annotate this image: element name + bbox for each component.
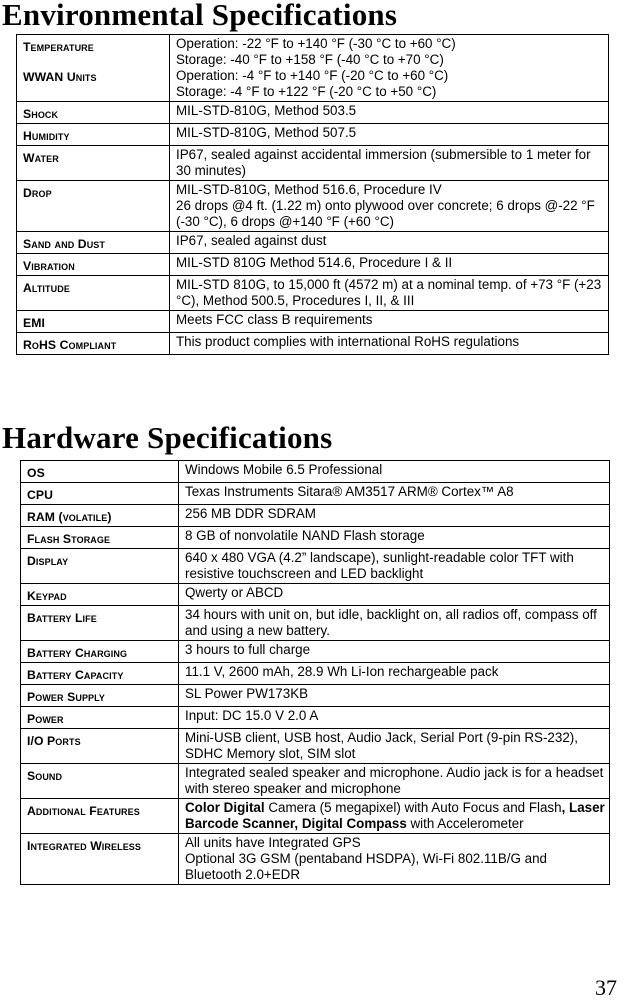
spec-value <box>179 505 610 527</box>
spec-value <box>170 181 609 232</box>
spec-row-battery-life <box>21 606 610 641</box>
spec-label <box>21 707 179 729</box>
spec-value-segment: with Accelerometer <box>406 816 524 831</box>
spec-row-i-o-ports <box>21 729 610 764</box>
spec-label-text: RoHS Compliant <box>23 338 117 352</box>
spec-row-power-supply <box>21 685 610 707</box>
spec-label <box>21 799 179 834</box>
spec-value <box>170 276 609 311</box>
environmental-specifications-table <box>16 34 609 355</box>
spec-label <box>17 276 170 311</box>
spec-label <box>21 549 179 584</box>
spec-label <box>21 663 179 685</box>
spec-row-shock <box>17 102 609 124</box>
spec-row-integrated-wireless <box>21 834 610 885</box>
spec-row-water <box>17 146 609 181</box>
spec-value-line: Storage: -40 °F to +158 °F (-40 °C to +70 °C) <box>176 52 444 67</box>
spec-label <box>21 641 179 663</box>
spec-label <box>21 685 179 707</box>
spec-label-text: I/O Ports <box>27 734 81 748</box>
spec-value-line: 26 drops @4 ft. (1.22 m) onto plywood over concrete; 6 drops @-22 °F (-30 °C), 6 drops @+140 °F (+60 °C) <box>176 198 595 229</box>
spec-value <box>170 232 609 254</box>
spec-label-text: Altitude <box>23 281 70 295</box>
spec-label <box>21 584 179 606</box>
spec-value-line: MIL-STD 810G, to 15,000 ft (4572 m) at a nominal temp. of +73 °F (+23 °C), Method 500.5, Procedures I, II, & III <box>176 277 602 308</box>
spec-value-line: MIL-STD-810G, Method 516.6, Procedure IV <box>176 182 442 197</box>
spec-label-text: OS <box>27 466 45 480</box>
spec-value <box>179 461 610 483</box>
spec-label-text: Temperature <box>23 40 94 54</box>
spec-row-display <box>21 549 610 584</box>
spec-value-line: Texas Instruments Sitara® AM3517 ARM® Cortex™ A8 <box>185 484 514 499</box>
spec-label-text: Flash Storage <box>27 532 111 546</box>
spec-label <box>17 146 170 181</box>
spec-label-text: Battery Life <box>27 611 97 625</box>
spec-label-text: Sand and Dust <box>23 237 105 251</box>
spec-row-temperature <box>17 35 609 102</box>
spec-value <box>179 685 610 707</box>
spec-value-line: Integrated sealed speaker and microphone. Audio jack is for a headset with stereo speaker and microphone <box>185 765 604 796</box>
spec-label-text: Battery Capacity <box>27 668 124 682</box>
spec-label-text: RAM (volatile) <box>27 510 112 524</box>
spec-value-segment: Camera (5 megapixel) with Auto Focus and Flash <box>264 800 562 815</box>
spec-label <box>17 124 170 146</box>
spec-label <box>17 254 170 276</box>
spec-label <box>17 181 170 232</box>
spec-label <box>21 527 179 549</box>
spec-value-line: 11.1 V, 2600 mAh, 28.9 Wh Li-Ion rechargeable pack <box>185 664 499 679</box>
spec-label-text: Battery Charging <box>27 646 128 660</box>
spec-label-text: Sound <box>27 769 63 783</box>
spec-label <box>17 232 170 254</box>
spec-value <box>179 527 610 549</box>
spec-value <box>170 124 609 146</box>
spec-label <box>17 311 170 333</box>
spec-row-vibration <box>17 254 609 276</box>
spec-value-line: Meets FCC class B requirements <box>176 312 373 327</box>
spec-value <box>179 606 610 641</box>
environmental-specifications-heading: Environmental Specifications <box>2 0 398 32</box>
spec-value <box>179 483 610 505</box>
spec-label <box>17 102 170 124</box>
page-number: 37 <box>595 975 617 1000</box>
spec-label-text: CPU <box>27 488 54 502</box>
spec-label-text: Vibration <box>23 259 75 273</box>
hardware-specifications-table <box>20 460 610 885</box>
spec-value-line: SL Power PW173KB <box>185 686 309 701</box>
spec-row-os <box>21 461 610 483</box>
spec-row-ram-volatile <box>21 505 610 527</box>
spec-value <box>170 102 609 124</box>
spec-label-text: Display <box>27 554 69 568</box>
spec-value-line: Operation: -22 °F to +140 °F (-30 °C to +60 °C) <box>176 36 456 51</box>
spec-row-flash-storage <box>21 527 610 549</box>
spec-label <box>21 606 179 641</box>
spec-value-line: IP67, sealed against dust <box>176 233 327 248</box>
hardware-specifications-heading: Hardware Specifications <box>2 420 333 455</box>
spec-value <box>170 333 609 355</box>
spec-label-text: Power <box>27 712 64 726</box>
spec-label <box>21 461 179 483</box>
spec-row-sand-and-dust <box>17 232 609 254</box>
spec-value-line: 8 GB of nonvolatile NAND Flash storage <box>185 528 425 543</box>
spec-row-emi <box>17 311 609 333</box>
spec-label-text: Water <box>23 151 59 165</box>
spec-value-line: Qwerty or ABCD <box>185 585 284 600</box>
spec-label <box>21 505 179 527</box>
spec-label <box>17 35 170 102</box>
spec-row-battery-capacity <box>21 663 610 685</box>
spec-value <box>170 146 609 181</box>
spec-row-battery-charging <box>21 641 610 663</box>
spec-row-humidity <box>17 124 609 146</box>
spec-value <box>179 764 610 799</box>
spec-value <box>179 707 610 729</box>
spec-label <box>21 834 179 885</box>
spec-value-line: Operation: -4 °F to +140 °F (-20 °C to +60 °C) <box>176 68 449 83</box>
spec-label-text-secondary: WWAN Units <box>23 70 97 84</box>
spec-value-line: All units have Integrated GPS <box>185 835 361 850</box>
spec-row-cpu <box>21 483 610 505</box>
spec-value-segment: , Laser Barcode Scanner, Digital Compass <box>185 800 605 831</box>
spec-label-text: Drop <box>23 186 52 200</box>
spec-value-line: MIL-STD-810G, Method 503.5 <box>176 103 357 118</box>
spec-value <box>179 584 610 606</box>
spec-value-line: IP67, sealed against accidental immersion (submersible to 1 meter for 30 minutes) <box>176 147 591 178</box>
spec-value <box>170 35 609 102</box>
spec-value <box>179 663 610 685</box>
spec-value-line: 34 hours with unit on, but idle, backlight on, all radios off, compass off and using a new battery. <box>185 607 597 638</box>
spec-value-line: MIL-STD 810G Method 514.6, Procedure I & II <box>176 255 453 270</box>
spec-value-line: Mini-USB client, USB host, Audio Jack, Serial Port (9-pin RS-232), SDHC Memory slot, SIM slot <box>185 730 578 761</box>
spec-value-line: Windows Mobile 6.5 Professional <box>185 462 383 477</box>
spec-row-rohs-compliant <box>17 333 609 355</box>
spec-row-additional-features <box>21 799 610 834</box>
spec-value-line: 640 x 480 VGA (4.2” landscape), sunlight-readable color TFT with resistive touchscreen and LED backlight <box>185 550 574 581</box>
spec-value <box>179 549 610 584</box>
spec-label-text: Additional Features <box>27 804 140 818</box>
spec-value <box>170 311 609 333</box>
spec-label <box>17 333 170 355</box>
spec-value <box>179 834 610 885</box>
spec-label <box>21 729 179 764</box>
spec-value-line: Input: DC 15.0 V 2.0 A <box>185 708 319 723</box>
spec-value-line: Storage: -4 °F to +122 °F (-20 °C to +50 °C) <box>176 84 437 99</box>
spec-label <box>21 764 179 799</box>
spec-value <box>179 641 610 663</box>
spec-value-line: 3 hours to full charge <box>185 642 311 657</box>
spec-row-drop <box>17 181 609 232</box>
spec-label-text: EMI <box>23 316 45 330</box>
spec-value <box>170 254 609 276</box>
spec-value-line: MIL-STD-810G, Method 507.5 <box>176 125 357 140</box>
spec-label-text: Humidity <box>23 129 70 143</box>
spec-label-text: Shock <box>23 107 59 121</box>
spec-row-keypad <box>21 584 610 606</box>
spec-label-text: Keypad <box>27 589 67 603</box>
spec-row-sound <box>21 764 610 799</box>
spec-label <box>21 483 179 505</box>
spec-value-segment: Color Digital <box>185 800 265 815</box>
spec-value-line: 256 MB DDR SDRAM <box>185 506 316 521</box>
spec-row-power <box>21 707 610 729</box>
spec-label-text: Power Supply <box>27 690 106 704</box>
spec-value <box>179 729 610 764</box>
spec-row-altitude <box>17 276 609 311</box>
spec-value-line: Optional 3G GSM (pentaband HSDPA), Wi-Fi 802.11B/G and Bluetooth 2.0+EDR <box>185 851 547 882</box>
spec-value <box>179 799 610 834</box>
spec-label-text: Integrated Wireless <box>27 839 142 853</box>
spec-value-line: This product complies with international RoHS regulations <box>176 334 520 349</box>
